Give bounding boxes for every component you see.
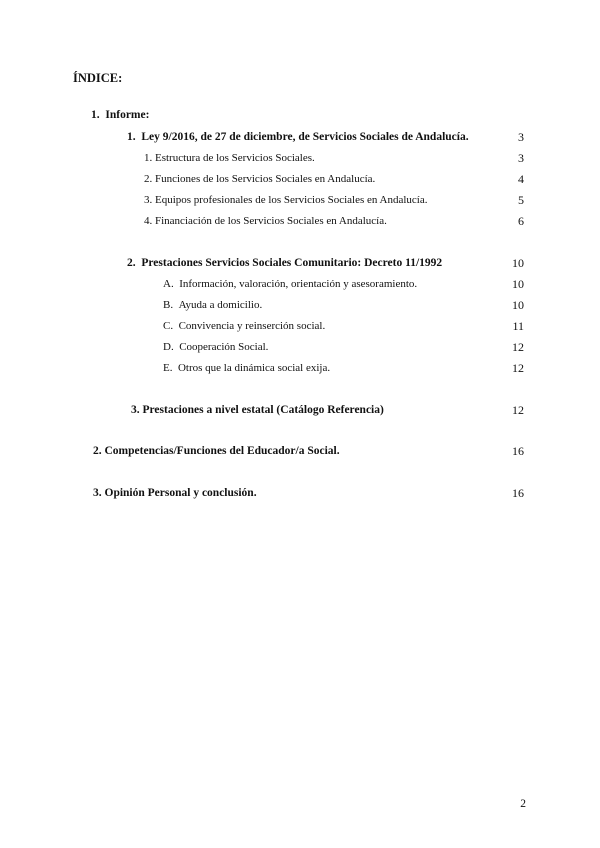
toc-ley-item[interactable]: 4. Financiación de los Servicios Sociales en Andalucía.: [144, 215, 387, 227]
toc-ley-item[interactable]: 3. Equipos profesionales de los Servicios Sociales en Andalucía.: [144, 194, 428, 206]
toc-prest-item-page: 12: [512, 340, 524, 354]
toc-ley-item-page: 4: [518, 172, 524, 186]
toc-prest-item-letter: C.: [163, 320, 174, 332]
toc-prest-item-page: 10: [512, 298, 524, 312]
toc-prestaciones-page: 10: [512, 256, 524, 270]
toc-ley[interactable]: [127, 130, 469, 144]
toc-prest-item[interactable]: [163, 319, 325, 333]
toc-prest-item-letter: A.: [163, 278, 174, 290]
toc-prest-item-letter: B.: [163, 299, 174, 311]
toc-ley-item[interactable]: 2. Funciones de los Servicios Sociales en Andalucía.: [144, 173, 376, 185]
toc-ley-item-page: 3: [518, 151, 524, 165]
toc-prest-item[interactable]: [163, 277, 417, 291]
toc-informe[interactable]: [91, 108, 149, 122]
toc-ley-num: 1.: [127, 131, 136, 143]
toc-prestaciones-label: Prestaciones Servicios Sociales Comunitario: Decreto 11/1992: [141, 257, 443, 269]
index-title: ÍNDICE:: [73, 71, 123, 85]
toc-prest-item-page: 12: [512, 361, 524, 375]
toc-prestaciones-num: 2.: [127, 257, 136, 269]
toc-ley-label: Ley 9/2016, de 27 de diciembre, de Servicios Sociales de Andalucía.: [141, 131, 469, 143]
toc-prest-item-label: Información, valoración, orientación y asesoramiento.: [179, 278, 418, 290]
page-number: 2: [520, 798, 526, 810]
toc-prest-item-page: 10: [512, 277, 524, 291]
toc-prest-item-label: Otros que la dinámica social exija.: [177, 362, 331, 374]
toc-prest-item-page: 11: [512, 319, 524, 333]
toc-ley-item-page: 5: [518, 193, 524, 207]
toc-ley-item-page: 6: [518, 214, 524, 228]
toc-prest-item[interactable]: [163, 361, 330, 375]
toc-prest-item[interactable]: [163, 298, 262, 312]
toc-competencias[interactable]: 2. Competencias/Funciones del Educador/a Social.: [93, 445, 340, 457]
toc-prest-item-label: Ayuda a domicilio.: [178, 299, 263, 311]
toc-estatal[interactable]: 3. Prestaciones a nivel estatal (Catálogo Referencia): [131, 404, 384, 416]
toc-informe-num: 1.: [91, 109, 100, 121]
toc-ley-page: 3: [518, 130, 524, 144]
toc-prest-item-label: Convivencia y reinserción social.: [178, 320, 326, 332]
toc-prestaciones[interactable]: [127, 256, 442, 270]
toc-informe-label: Informe:: [105, 109, 150, 121]
toc-opinion-page: 16: [512, 486, 524, 500]
toc-prest-item-letter: D.: [163, 341, 174, 353]
toc-ley-item[interactable]: 1. Estructura de los Servicios Sociales.: [144, 152, 315, 164]
toc-competencias-page: 16: [512, 444, 524, 458]
toc-estatal-page: 12: [512, 403, 524, 417]
toc-prest-item[interactable]: [163, 340, 268, 354]
toc-opinion[interactable]: 3. Opinión Personal y conclusión.: [93, 487, 257, 499]
toc-prest-item-letter: E.: [163, 362, 173, 374]
toc-prest-item-label: Cooperación Social.: [179, 341, 269, 353]
